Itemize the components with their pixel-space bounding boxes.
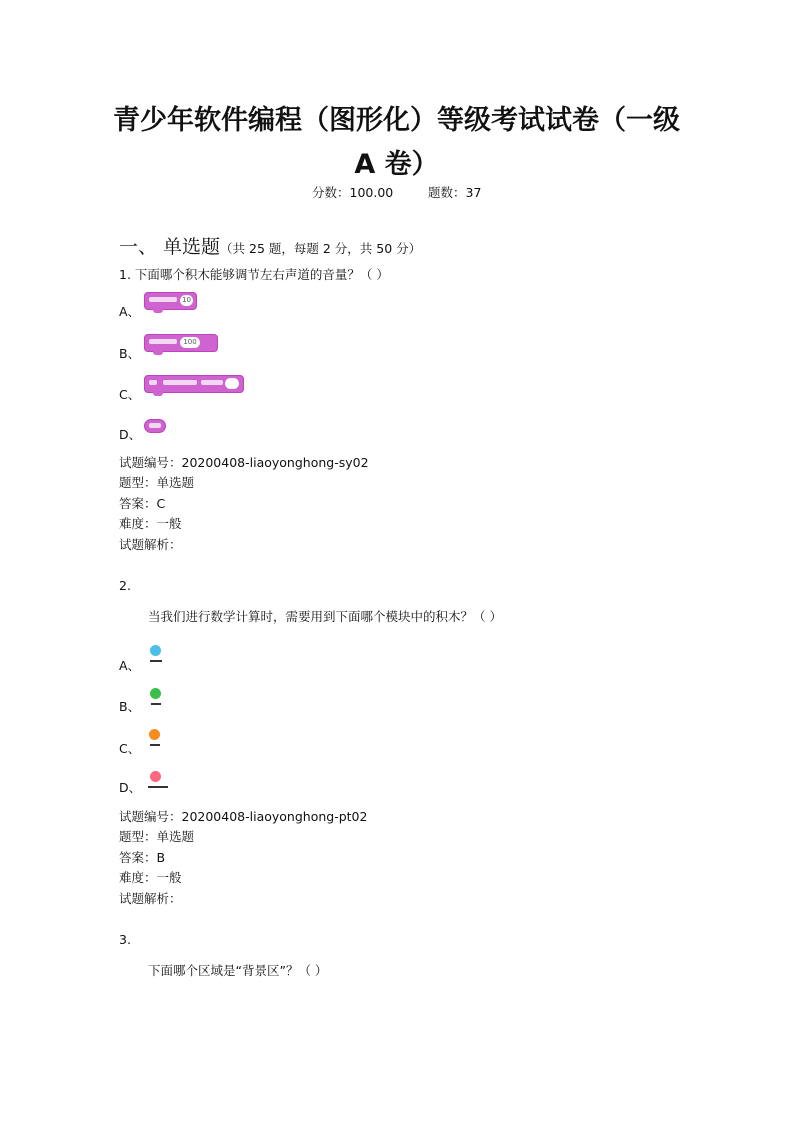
page-title-line1: 青少年软件编程（图形化）等级考试试卷（一级 [113,105,680,136]
q1-option-c-label: C、 [119,387,141,402]
q1-meta-type: 题型：单选题 [119,475,195,490]
q1-option-b-block-value: 100 [180,337,200,348]
q1-meta-analysis: 试题解析： [119,537,182,552]
q2-option-b-category-icon[interactable] [150,688,161,699]
q1-option-c-block[interactable] [144,375,244,393]
q2-option-b-label: B、 [119,699,141,714]
page-title-line2: A 卷） [354,149,439,180]
q2-option-d-category-icon[interactable] [150,771,161,782]
q2-option-d-label: D、 [119,780,142,795]
q1-option-d-block[interactable] [144,419,166,433]
q1-meta-answer: 答案：C [119,496,166,511]
q2-meta-analysis: 试题解析： [119,891,182,906]
question-2-number: 2. [119,578,131,593]
q2-meta-id: 试题编号：20200408-liaoyonghong-pt02 [119,809,368,824]
question-count-info: 题数：37 [428,185,482,200]
q1-option-b-label: B、 [119,346,141,361]
section-title: 一、 单选题 [119,236,221,258]
q2-option-a-category-icon[interactable] [150,645,161,656]
question-3-number: 3. [119,932,131,947]
q1-option-a-label: A、 [119,304,141,319]
q2-meta-type: 题型：单选题 [119,829,195,844]
q2-option-c-label: C、 [119,741,141,756]
q1-meta-difficulty: 难度：一般 [119,516,182,531]
score-info: 分数：100.00 [312,185,394,200]
question-3-stem: 下面哪个区域是“背景区”？（ ） [148,963,328,978]
question-1-stem: 1. 下面哪个积木能够调节左右声道的音量？（ ） [119,267,389,282]
q1-option-a-block[interactable] [144,292,197,310]
q1-meta-id: 试题编号：20200408-liaoyonghong-sy02 [119,455,369,470]
q2-option-a-label: A、 [119,658,141,673]
q2-option-c-category-icon[interactable] [149,729,160,740]
q2-meta-answer: 答案：B [119,850,166,865]
q1-option-d-label: D、 [119,427,142,442]
section-heading [119,232,421,259]
section-note: （共 25 题，每题 2 分，共 50 分） [220,241,422,256]
q2-meta-difficulty: 难度：一般 [119,870,182,885]
question-2-stem: 当我们进行数学计算时，需要用到下面哪个模块中的积木？（ ） [148,609,502,624]
q1-option-a-block-value: 10 [180,295,193,306]
q1-option-b-block[interactable] [144,334,218,352]
